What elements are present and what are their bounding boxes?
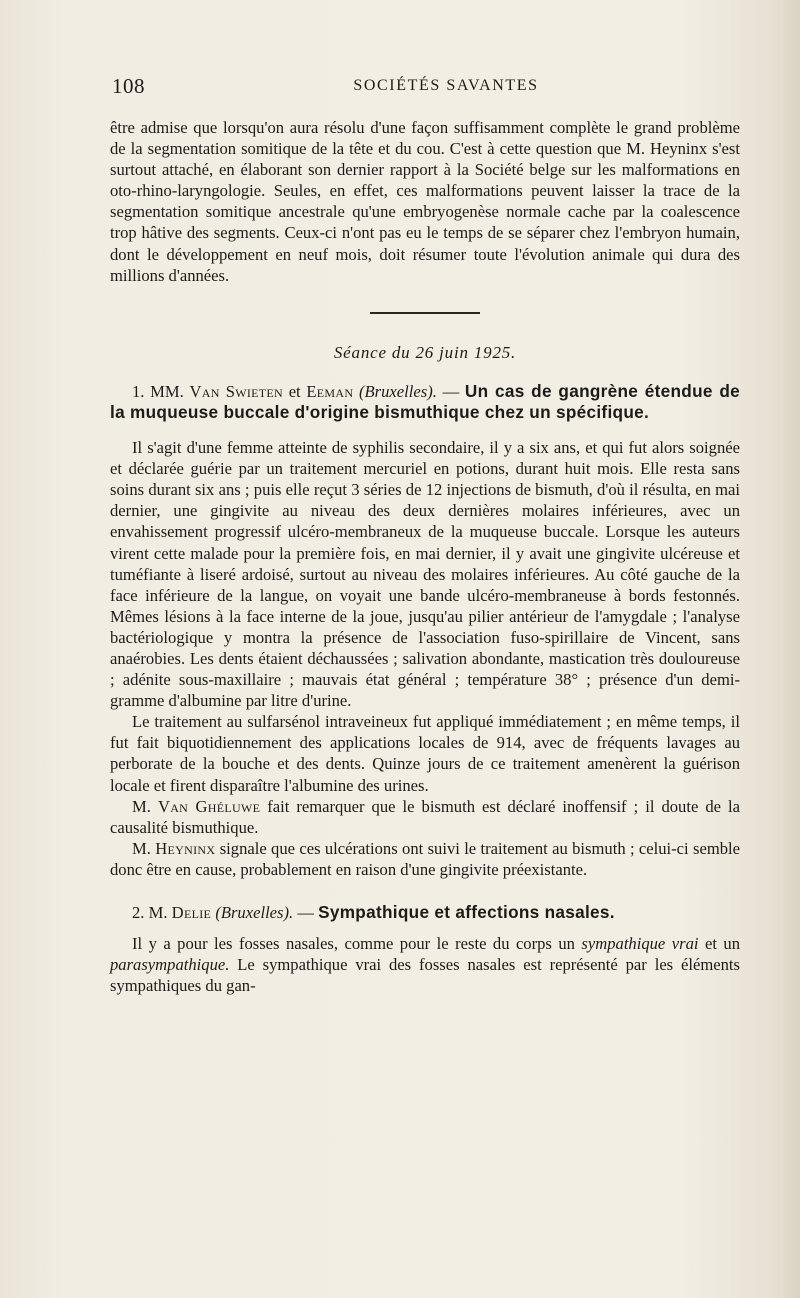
authors-prefix: MM. xyxy=(150,381,184,401)
name-prefix: M. xyxy=(148,903,168,922)
author-name: Eeman xyxy=(306,381,354,401)
author-name: Van Swieten xyxy=(189,381,283,401)
dash: — xyxy=(297,903,314,922)
body-paragraph xyxy=(110,933,740,996)
name-prefix: M. xyxy=(132,838,151,858)
author-name: Delie xyxy=(171,903,212,922)
paragraph-text: Le sympathique vrai des fosses nasales est représenté par les éléments sympathiques du gan- xyxy=(110,955,740,996)
item-number: 2. xyxy=(132,903,145,922)
name-prefix: M. xyxy=(132,796,151,816)
emphasized-term: parasympathique. xyxy=(110,955,230,975)
running-head: SOCIÉTÉS SAVANTES xyxy=(353,77,539,94)
speaker-name: Van Ghéluwe xyxy=(157,796,261,816)
conjunction: et xyxy=(288,381,301,401)
communication-1-heading xyxy=(110,381,740,423)
communication-2-heading xyxy=(110,902,740,923)
communication-title: Un cas de gangrène étendue de la muqueuse buccale d'origine bismuthique chez un spécifique. xyxy=(110,380,741,422)
page-number: 108 xyxy=(112,74,145,98)
paragraph-text: fait remarquer que le bismuth est déclaré inoffensif ; il doute de la causalité bismuthique. xyxy=(110,796,740,837)
dash: — xyxy=(442,381,460,401)
page-header xyxy=(112,74,740,104)
communication-title: Sympathique et affections nasales. xyxy=(318,902,615,922)
author-location: (Bruxelles). xyxy=(359,381,437,401)
body-paragraph xyxy=(110,796,740,838)
paragraph-text: et un xyxy=(704,934,740,954)
spacer xyxy=(110,880,740,902)
paragraph-text: Il y a pour les fosses nasales, comme pour le reste du corps un xyxy=(132,934,575,954)
session-heading: Séance du 26 juin 1925. xyxy=(333,342,517,362)
body-paragraph: Il s'agit d'une femme atteinte de syphilis secondaire, il y a six ans, et qui fut alors soignée et déclarée guérie par un traitement mercuriel en potions, durant huit mois. Elle resta sans soins durant six ans ; puis elle reçut 3 séries de 12 injections de bismuth, d'où il résulta, en mai dernier, une gingivite au niveau des deux dernières molaires inférieures, avec un envahissement progressif ulcéro-membraneux de la muqueuse buccale. Lorsque les auteurs virent cette malade pour la première fois, en mai dernier, il y avait une gingivite ulcéreuse et tuméfiante à liseré ardoisé, surtout au niveau des molaires inférieures. Au côté gauche de la face inférieure de la langue, on voyait une bande ulcéro-membraneuse à bords festonnés. Mêmes lésions à la face interne de la joue, jusqu'au pilier antérieur de l'amygdale ; l'analyse bactériologique y montra la présence de l'association fuso-spirillaire de Vincent, sans anaérobies. Les dents étaient déchaussées ; salivation abondante, mastication très douloureuse ; adénite sous-maxillaire ; mauvais état général ; température 38° ; présence d'un demi-gramme d'albumine par litre d'urine. xyxy=(110,438,740,711)
spacer xyxy=(110,423,740,437)
body-paragraph: Le traitement au sulfarsénol intraveineux fut appliqué immédiatement ; en même temps, il fut fait biquotidiennement des applications locales de 914, avec de fréquents lavages au perborate de la bouche et des dents. Quinze jours de ce traitement amenèrent la guérison locale et firent disparaître l'albumine des urines. xyxy=(110,712,740,795)
page-body xyxy=(110,117,740,996)
spacer xyxy=(110,923,740,933)
item-number: 1. xyxy=(132,381,145,401)
section-divider xyxy=(370,312,480,314)
paragraph-text: signale que ces ulcérations ont suivi le traitement au bismuth ; celui-ci semble donc être en cause, probablement en raison d'une gingivite préexistante. xyxy=(110,838,741,879)
author-location: (Bruxelles). xyxy=(215,903,294,922)
intro-paragraph: être admise que lorsqu'on aura résolu d'une façon suffisamment complète le grand problème de la segmentation somitique de la tête et du cou. C'est à cette question que M. Heyninx s'est surtout attaché, en élaborant son dernier rapport à la Société belge sur les malformations en oto-rhino-laryngologie. Seules, en effet, ces malformations peuvent laisser la trace de la segmentation somitique ancestrale qu'une embryogenèse normale cache par la coalescence trop hâtive des segments. Ceux-ci n'ont pas eu le temps de se séparer chez l'embryon humain, dont le développement en neuf mois, doit résumer toute l'évolution animale qui dura des millions d'années. xyxy=(110,118,740,285)
body-paragraph xyxy=(110,838,740,880)
emphasized-term: sympathique vrai xyxy=(581,934,699,954)
speaker-name: Heyninx xyxy=(155,838,216,858)
